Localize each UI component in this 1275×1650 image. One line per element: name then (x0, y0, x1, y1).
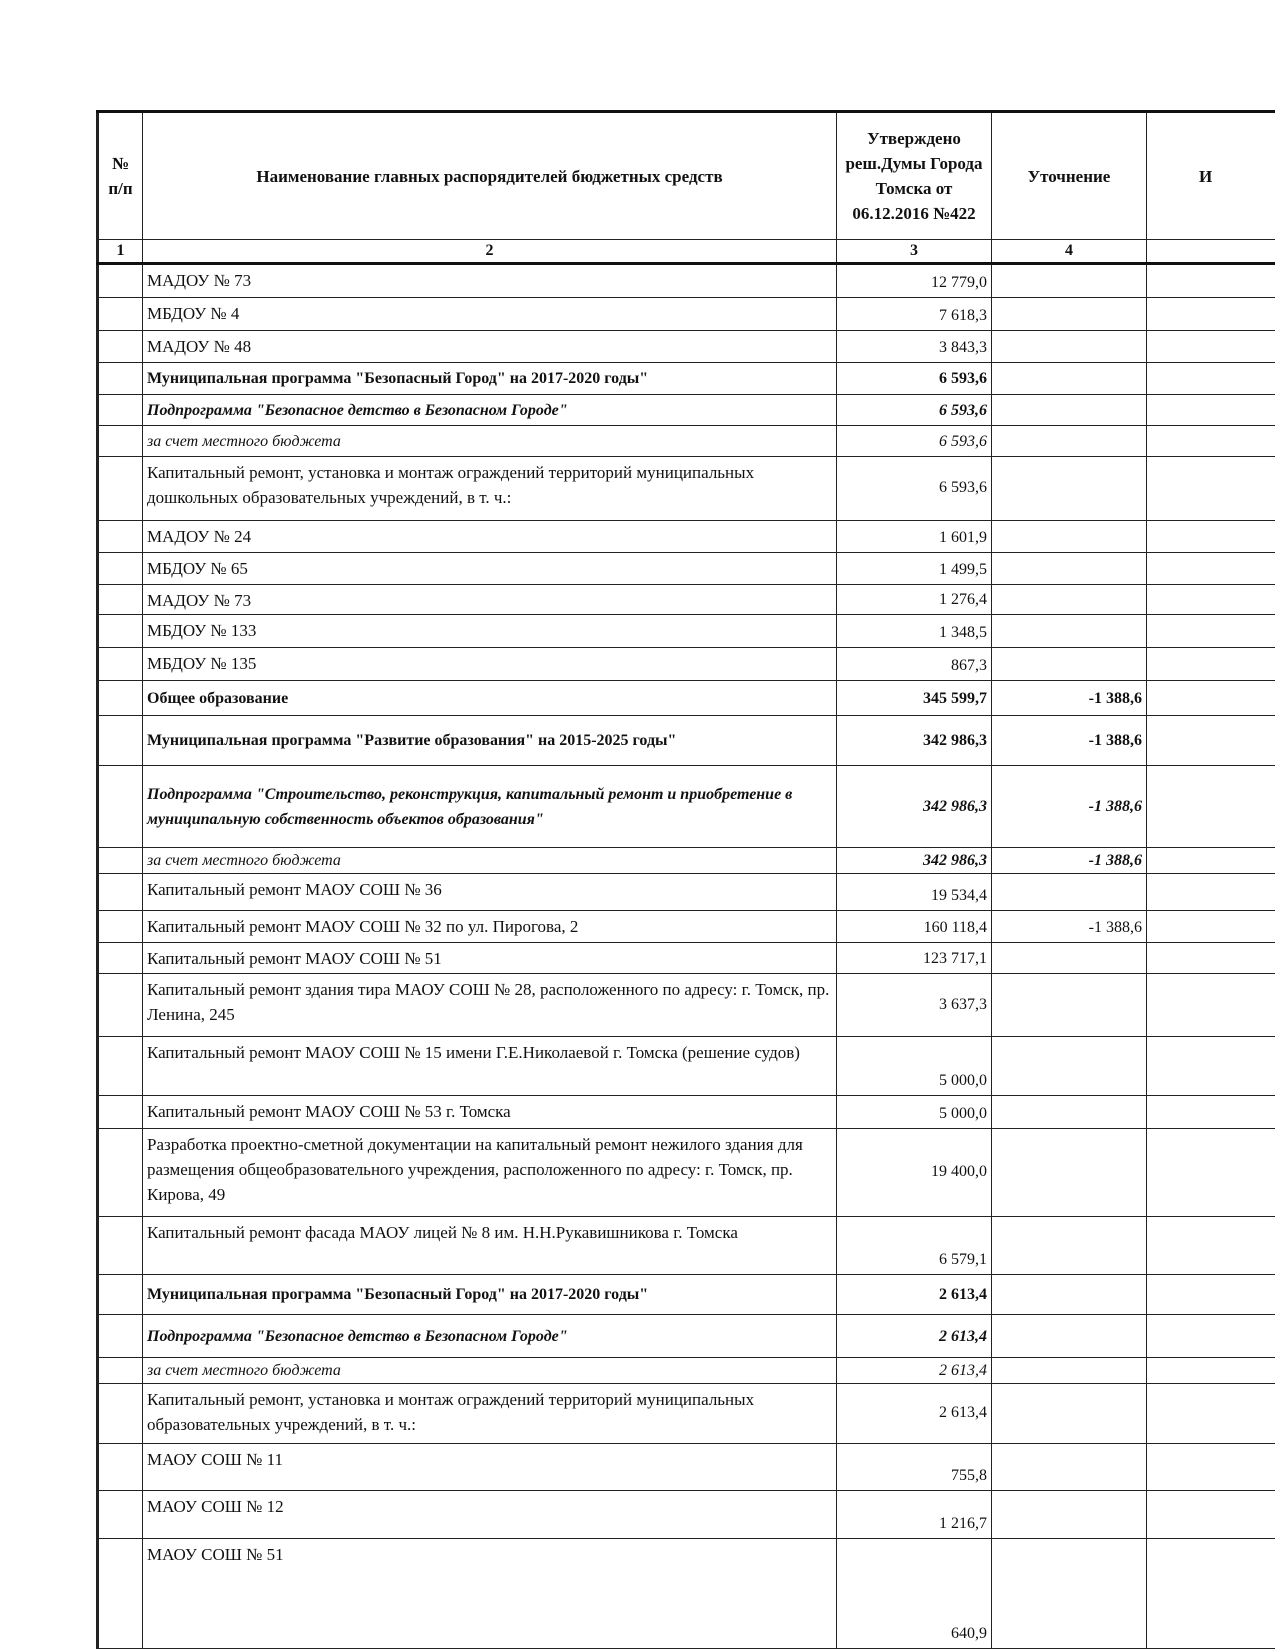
row-correction-cell (992, 943, 1147, 974)
table-row (98, 1358, 1275, 1384)
row-total-cell (1147, 1491, 1275, 1539)
table-row (98, 1129, 1275, 1217)
row-approved-cell: 1 348,5 (837, 615, 992, 648)
row-approved-cell: 160 118,4 (837, 911, 992, 943)
row-approved-cell: 2 613,4 (837, 1384, 992, 1444)
row-name-cell: Муниципальная программа "Безопасный Город" на 2017-2020 годы" (143, 363, 837, 395)
row-number-cell (98, 1275, 143, 1315)
row-total-cell (1147, 395, 1275, 426)
row-total-cell (1147, 1539, 1275, 1649)
row-correction-cell (992, 264, 1147, 298)
row-total-cell (1147, 1096, 1275, 1129)
row-total-cell (1147, 681, 1275, 716)
table-row (98, 766, 1275, 848)
table-row (98, 553, 1275, 585)
row-total-cell (1147, 648, 1275, 681)
row-name-cell: Разработка проектно-сметной документации на капитальный ремонт нежилого здания для размещения общеобразовательного учреждения, расположенного по адресу: г. Томск, пр. Кирова, 49 (143, 1129, 837, 1217)
row-name-cell: Капитальный ремонт МАОУ СОШ № 15 имени Г.Е.Николаевой г. Томска (решение судов) (143, 1037, 837, 1096)
row-approved-cell: 5 000,0 (837, 1096, 992, 1129)
header-number: № п/п (98, 112, 143, 240)
row-correction-cell (992, 363, 1147, 395)
table-row (98, 681, 1275, 716)
row-approved-cell: 1 216,7 (837, 1491, 992, 1539)
table-row (98, 1275, 1275, 1315)
row-name-cell: Капитальный ремонт фасада МАОУ лицей № 8 им. Н.Н.Рукавишникова г. Томска (143, 1217, 837, 1275)
column-number-row (98, 240, 1275, 264)
row-correction-cell (992, 1315, 1147, 1358)
row-approved-cell: 12 779,0 (837, 264, 992, 298)
row-number-cell (98, 615, 143, 648)
row-name-cell: за счет местного бюджета (143, 426, 837, 457)
row-approved-cell: 123 717,1 (837, 943, 992, 974)
row-name-cell: Капитальный ремонт МАОУ СОШ № 36 (143, 874, 837, 911)
row-total-cell (1147, 1037, 1275, 1096)
row-correction-cell: -1 388,6 (992, 766, 1147, 848)
row-number-cell (98, 1358, 143, 1384)
row-number-cell (98, 395, 143, 426)
row-approved-cell: 5 000,0 (837, 1037, 992, 1096)
table-row (98, 1539, 1275, 1649)
row-correction-cell (992, 648, 1147, 681)
row-approved-cell: 1 601,9 (837, 521, 992, 553)
row-correction-cell: -1 388,6 (992, 848, 1147, 874)
row-name-cell: МАОУ СОШ № 51 (143, 1539, 837, 1649)
row-name-cell: Подпрограмма "Безопасное детство в Безопасном Городе" (143, 395, 837, 426)
row-name-cell: МБДОУ № 135 (143, 648, 837, 681)
row-total-cell (1147, 331, 1275, 363)
row-correction-cell: -1 388,6 (992, 716, 1147, 766)
table-row (98, 974, 1275, 1037)
row-number-cell (98, 1096, 143, 1129)
row-number-cell (98, 298, 143, 331)
row-correction-cell (992, 1096, 1147, 1129)
table-row (98, 457, 1275, 521)
table-row (98, 1037, 1275, 1096)
row-number-cell (98, 264, 143, 298)
row-name-cell: Подпрограмма "Строительство, реконструкция, капитальный ремонт и приобретение в муниципальную собственность объектов образования" (143, 766, 837, 848)
row-approved-cell: 1 276,4 (837, 585, 992, 615)
row-correction-cell (992, 331, 1147, 363)
header-row (98, 112, 1275, 240)
row-total-cell (1147, 1384, 1275, 1444)
table-row (98, 848, 1275, 874)
table-row (98, 1315, 1275, 1358)
row-approved-cell: 640,9 (837, 1539, 992, 1649)
row-correction-cell (992, 521, 1147, 553)
row-number-cell (98, 1539, 143, 1649)
row-total-cell (1147, 426, 1275, 457)
row-correction-cell (992, 395, 1147, 426)
row-correction-cell: -1 388,6 (992, 681, 1147, 716)
table-row (98, 395, 1275, 426)
row-number-cell (98, 1491, 143, 1539)
column-number-5 (1147, 240, 1275, 264)
table-row (98, 1096, 1275, 1129)
row-correction-cell (992, 553, 1147, 585)
table-row (98, 298, 1275, 331)
row-total-cell (1147, 716, 1275, 766)
row-name-cell: Капитальный ремонт, установка и монтаж ограждений территорий муниципальных дошкольных образовательных учреждений, в т. ч.: (143, 457, 837, 521)
row-number-cell (98, 553, 143, 585)
row-name-cell: за счет местного бюджета (143, 1358, 837, 1384)
row-name-cell: МАДОУ № 73 (143, 585, 837, 615)
row-number-cell (98, 1129, 143, 1217)
row-number-cell (98, 848, 143, 874)
row-total-cell (1147, 363, 1275, 395)
table-row (98, 521, 1275, 553)
row-total-cell (1147, 521, 1275, 553)
row-name-cell: МАДОУ № 48 (143, 331, 837, 363)
row-approved-cell: 342 986,3 (837, 766, 992, 848)
row-correction-cell (992, 1037, 1147, 1096)
row-correction-cell (992, 298, 1147, 331)
row-total-cell (1147, 1315, 1275, 1358)
column-number-4: 4 (992, 240, 1147, 264)
row-approved-cell: 3 843,3 (837, 331, 992, 363)
table-body (98, 264, 1275, 1649)
row-name-cell: МАДОУ № 73 (143, 264, 837, 298)
row-approved-cell: 345 599,7 (837, 681, 992, 716)
row-correction-cell (992, 1491, 1147, 1539)
row-correction-cell (992, 1384, 1147, 1444)
row-correction-cell (992, 615, 1147, 648)
row-correction-cell (992, 1358, 1147, 1384)
row-name-cell: Общее образование (143, 681, 837, 716)
table-row (98, 615, 1275, 648)
row-approved-cell: 6 579,1 (837, 1217, 992, 1275)
row-name-cell: Муниципальная программа "Развитие образования" на 2015-2025 годы" (143, 716, 837, 766)
row-number-cell (98, 911, 143, 943)
table-row (98, 1491, 1275, 1539)
table-row (98, 911, 1275, 943)
row-approved-cell: 6 593,6 (837, 363, 992, 395)
row-approved-cell: 6 593,6 (837, 426, 992, 457)
row-number-cell (98, 681, 143, 716)
row-approved-cell: 19 400,0 (837, 1129, 992, 1217)
row-number-cell (98, 974, 143, 1037)
table-row (98, 1217, 1275, 1275)
row-total-cell (1147, 1444, 1275, 1491)
row-total-cell (1147, 943, 1275, 974)
row-approved-cell: 867,3 (837, 648, 992, 681)
row-approved-cell: 19 534,4 (837, 874, 992, 911)
row-total-cell (1147, 911, 1275, 943)
table-row (98, 363, 1275, 395)
row-total-cell (1147, 457, 1275, 521)
row-approved-cell: 342 986,3 (837, 716, 992, 766)
row-correction-cell (992, 457, 1147, 521)
row-correction-cell (992, 974, 1147, 1037)
table-row (98, 943, 1275, 974)
row-total-cell (1147, 1275, 1275, 1315)
row-number-cell (98, 766, 143, 848)
row-number-cell (98, 1037, 143, 1096)
row-correction-cell (992, 426, 1147, 457)
row-approved-cell: 6 593,6 (837, 395, 992, 426)
row-name-cell: Капитальный ремонт МАОУ СОШ № 53 г. Томска (143, 1096, 837, 1129)
table-row (98, 716, 1275, 766)
table-row (98, 585, 1275, 615)
row-number-cell (98, 1315, 143, 1358)
row-total-cell (1147, 585, 1275, 615)
row-number-cell (98, 648, 143, 681)
row-approved-cell: 755,8 (837, 1444, 992, 1491)
row-name-cell: Капитальный ремонт, установка и монтаж ограждений территорий муниципальных образовательных учреждений, в т. ч.: (143, 1384, 837, 1444)
budget-table (96, 110, 1275, 1649)
header-name: Наименование главных распорядителей бюджетных средств (143, 112, 837, 240)
row-name-cell: МБДОУ № 65 (143, 553, 837, 585)
row-name-cell: Муниципальная программа "Безопасный Город" на 2017-2020 годы" (143, 1275, 837, 1315)
row-total-cell (1147, 1129, 1275, 1217)
row-approved-cell: 2 613,4 (837, 1315, 992, 1358)
row-number-cell (98, 716, 143, 766)
row-number-cell (98, 1384, 143, 1444)
row-number-cell (98, 521, 143, 553)
row-total-cell (1147, 298, 1275, 331)
row-total-cell (1147, 848, 1275, 874)
table-row (98, 426, 1275, 457)
row-name-cell: Капитальный ремонт здания тира МАОУ СОШ № 28, расположенного по адресу: г. Томск, пр. Ленина, 245 (143, 974, 837, 1037)
row-number-cell (98, 457, 143, 521)
header-correction: Уточнение (992, 112, 1147, 240)
row-name-cell: МАДОУ № 24 (143, 521, 837, 553)
table-row (98, 331, 1275, 363)
table-row (98, 1384, 1275, 1444)
row-number-cell (98, 585, 143, 615)
row-correction-cell (992, 1129, 1147, 1217)
row-correction-cell (992, 585, 1147, 615)
row-name-cell: Капитальный ремонт МАОУ СОШ № 32 по ул. Пирогова, 2 (143, 911, 837, 943)
row-approved-cell: 2 613,4 (837, 1358, 992, 1384)
row-total-cell (1147, 974, 1275, 1037)
row-correction-cell (992, 1539, 1147, 1649)
row-total-cell (1147, 766, 1275, 848)
row-approved-cell: 3 637,3 (837, 974, 992, 1037)
row-correction-cell (992, 874, 1147, 911)
row-correction-cell (992, 1444, 1147, 1491)
row-correction-cell (992, 1275, 1147, 1315)
row-approved-cell: 7 618,3 (837, 298, 992, 331)
table-row (98, 874, 1275, 911)
row-approved-cell: 6 593,6 (837, 457, 992, 521)
header-approved: Утверждено реш.Думы Города Томска от 06.12.2016 №422 (837, 112, 992, 240)
row-approved-cell: 342 986,3 (837, 848, 992, 874)
column-number-3: 3 (837, 240, 992, 264)
row-number-cell (98, 363, 143, 395)
row-name-cell: МБДОУ № 4 (143, 298, 837, 331)
row-correction-cell: -1 388,6 (992, 911, 1147, 943)
table-row (98, 264, 1275, 298)
row-name-cell: МАОУ СОШ № 11 (143, 1444, 837, 1491)
table-row (98, 1444, 1275, 1491)
column-number-2: 2 (143, 240, 837, 264)
row-name-cell: Капитальный ремонт МАОУ СОШ № 51 (143, 943, 837, 974)
column-number-1: 1 (98, 240, 143, 264)
row-correction-cell (992, 1217, 1147, 1275)
row-number-cell (98, 331, 143, 363)
row-number-cell (98, 426, 143, 457)
row-total-cell (1147, 553, 1275, 585)
row-number-cell (98, 943, 143, 974)
row-name-cell: за счет местного бюджета (143, 848, 837, 874)
table-row (98, 648, 1275, 681)
row-name-cell: Подпрограмма "Безопасное детство в Безопасном Городе" (143, 1315, 837, 1358)
row-approved-cell: 1 499,5 (837, 553, 992, 585)
row-name-cell: МАОУ СОШ № 12 (143, 1491, 837, 1539)
row-number-cell (98, 1444, 143, 1491)
row-total-cell (1147, 1358, 1275, 1384)
row-total-cell (1147, 615, 1275, 648)
header-total: И (1147, 112, 1275, 240)
row-total-cell (1147, 264, 1275, 298)
row-approved-cell: 2 613,4 (837, 1275, 992, 1315)
row-number-cell (98, 874, 143, 911)
row-total-cell (1147, 1217, 1275, 1275)
row-number-cell (98, 1217, 143, 1275)
row-name-cell: МБДОУ № 133 (143, 615, 837, 648)
row-total-cell (1147, 874, 1275, 911)
